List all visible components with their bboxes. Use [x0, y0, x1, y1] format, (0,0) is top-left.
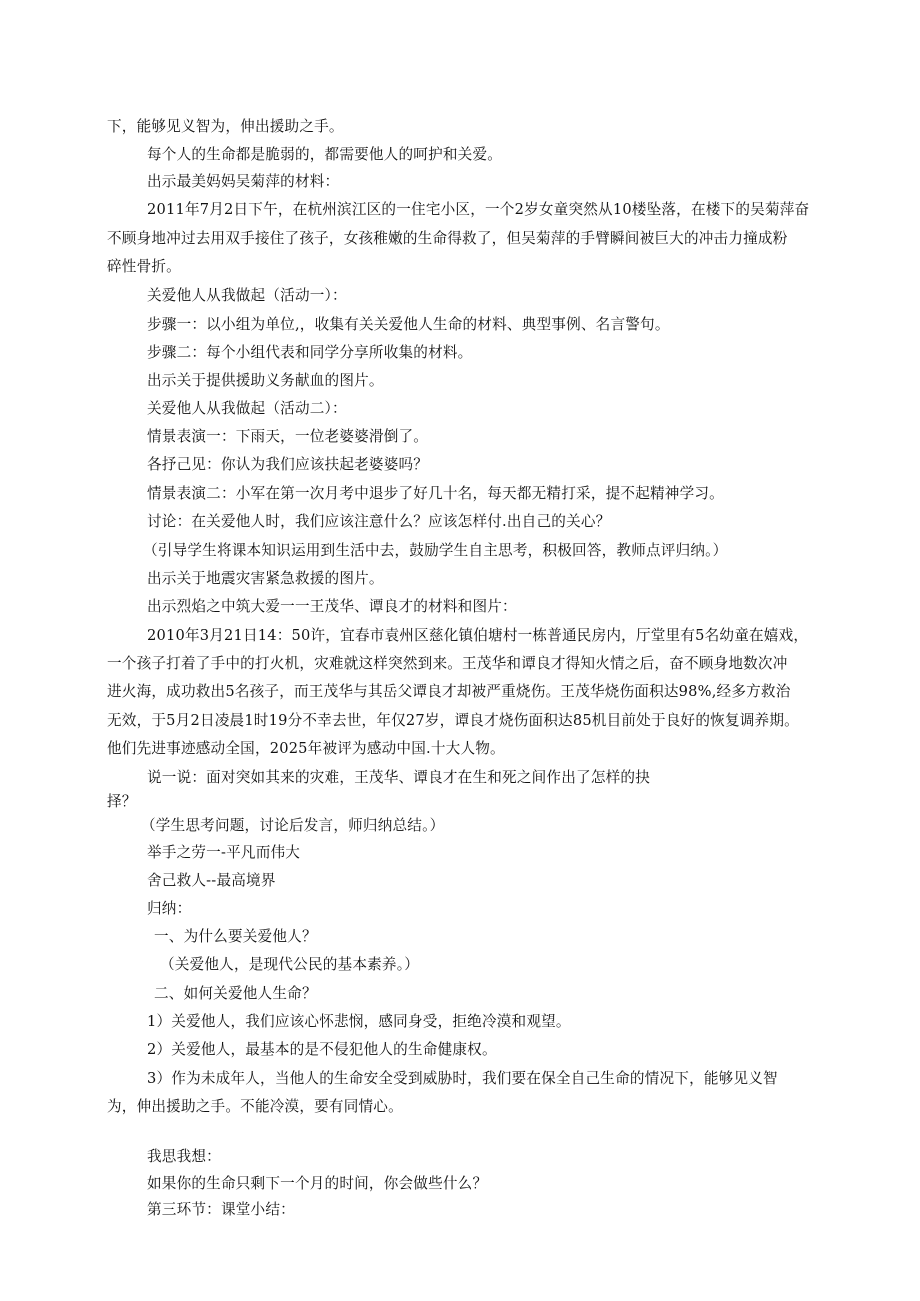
- text-line: 出示最美妈妈吴菊萍的材料：: [147, 173, 340, 190]
- text-line: 下，能够见义智为，伸出援助之手。: [107, 118, 344, 135]
- text-line: 讨论：在关爱他人时，我们应该注意什么？应该怎样付.出自己的关心？: [147, 513, 611, 530]
- text-line: 出示烈焰之中筑大爱一一王茂华、谭良才的材料和图片：: [147, 598, 517, 615]
- text-line: 为，伸出援助之手。不能冷漠，要有同情心。: [107, 1098, 403, 1115]
- text-line: 出示关于地震灾害紧急救援的图片。: [147, 570, 384, 587]
- text-line: 说一说：面对突如其来的灾难，王茂华、谭良才在生和死之间作出了怎样的抉: [147, 769, 650, 786]
- text-line: 举手之劳一-平凡而伟大: [147, 844, 301, 861]
- text-line: 关爱他人从我做起（活动二）：: [147, 400, 347, 417]
- text-line: 2011年7月2日下午，在杭州滨江区的一住宅小区，一个2岁女童突然从10楼坠落，在楼下的吴菊萍奋: [147, 201, 810, 218]
- text-line: 无效，于5月2日凌晨1时19分不幸去世，年仅27岁，谭良才烧伤面积达85机目前处于良好的恢复调养期。: [107, 712, 799, 729]
- text-line: 情景表演二：小军在第一次月考中退步了好几十名，每天都无精打采，提不起精神学习。: [147, 485, 724, 502]
- text-line: 二、如何关爱他人生命？: [154, 985, 317, 1002]
- text-line: 一、为什么要关爱他人？: [154, 928, 317, 945]
- text-line: 情景表演一：下雨天，一位老婆婆滑倒了。: [147, 428, 429, 445]
- text-line: 2）关爱他人，最基本的是不侵犯他人的生命健康权。: [147, 1041, 497, 1058]
- text-line: 如果你的生命只剩下一个月的时间，你会做些什么？: [147, 1175, 488, 1192]
- text-line: （学生思考问题，讨论后发言，师归纳总结。）: [141, 817, 445, 834]
- text-line: 归纳：: [147, 900, 192, 917]
- text-line: 我思我想：: [147, 1148, 221, 1165]
- text-line: 进火海，成功救出5名孩子，而王茂华与其岳父谭良才却被严重烧伤。王茂华烧伤面积达98%,经多方救治: [107, 683, 791, 700]
- text-line: 关爱他人从我做起（活动一）：: [147, 287, 347, 304]
- text-line: （引导学生将课本知识运用到生活中去，鼓励学生自主思考，积极回答，教师点评归纳。）: [143, 542, 728, 559]
- text-line: 2010年3月21日14：50许，宜春市袁州区慈化镇伯塘村一栋普通民房内，厅堂里有5名幼童在嬉戏，: [147, 627, 809, 644]
- text-line: 1）关爱他人，我们应该心怀悲悯，感同身受，拒绝冷漠和观望。: [147, 1013, 571, 1030]
- text-line: 择？: [107, 793, 137, 810]
- text-line: 他们先进事迹感动全国，2025年被评为感动中国.十大人物。: [107, 740, 505, 757]
- text-line: 不顾身地冲过去用双手接住了孩子，女孩稚嫩的生命得救了，但吴菊萍的手臂瞬间被巨大的冲击力撞成粉: [107, 230, 788, 247]
- text-line: 步骤一：以小组为单位,，收集有关关爱他人生命的材料、典型事例、名言警句。: [147, 316, 670, 333]
- text-line: 舍己救人--最高境界: [147, 872, 276, 889]
- text-line: 每个人的生命都是脆弱的，都需要他人的呵护和关爱。: [147, 146, 503, 163]
- text-line: 各抒己见：你认为我们应该扶起老婆婆吗？: [147, 456, 429, 473]
- text-line: 第三环节：课堂小结：: [147, 1201, 295, 1218]
- text-line: 3）作为未成年人，当他人的生命安全受到威胁时，我们要在保全自己生命的情况下，能够见义智: [147, 1070, 778, 1087]
- text-line: （关爱他人，是现代公民的基本素养。）: [160, 956, 419, 973]
- text-line: 一个孩子打着了手中的打火机，灾难就这样突然到来。王茂华和谭良才得知火情之后，奋不顾身地数次冲: [107, 655, 788, 672]
- text-line: 步骤二：每个小组代表和同学分享所收集的材料。: [147, 344, 473, 361]
- text-line: 碎性骨折。: [107, 258, 181, 275]
- text-line: 出示关于提供援助义务献血的图片。: [147, 372, 384, 389]
